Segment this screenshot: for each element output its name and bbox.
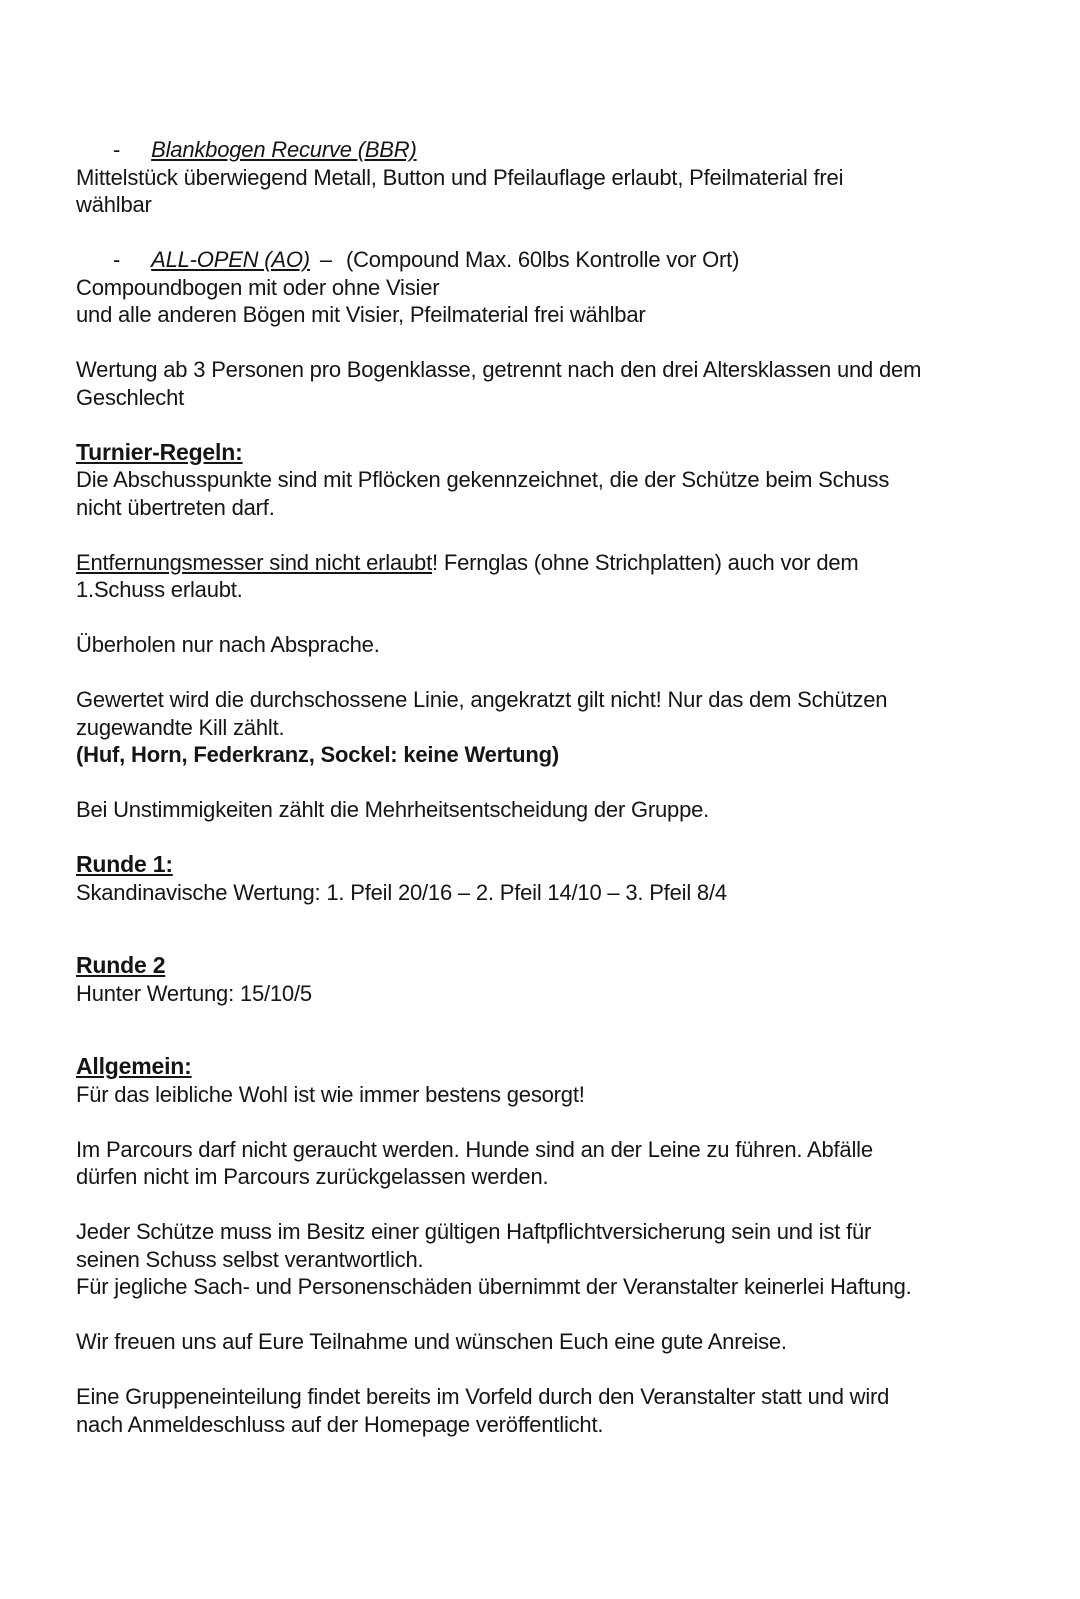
scoring-note-line-1: Wertung ab 3 Personen pro Bogenklasse, getrennt nach den drei Altersklassen und dem — [76, 357, 922, 382]
ao-description-line-2: und alle anderen Bögen mit Visier, Pfeilmaterial frei wählbar — [76, 302, 646, 327]
rangefinder-rest-text: ! Fernglas (ohne Strichplatten) auch vor dem — [432, 549, 859, 575]
rule-scoring-line-2: zugewandte Kill zählt. — [76, 714, 285, 740]
section-heading-turnier-regeln — [76, 439, 1040, 467]
rangefinder-underlined-text: Entfernungsmesser sind nicht erlaubt — [76, 549, 432, 575]
bbr-description — [76, 164, 1040, 219]
general-conduct-line-1: Im Parcours darf nicht geraucht werden. Hunde sind an der Leine zu führen. Abfälle — [76, 1136, 873, 1162]
rule-pegs — [76, 466, 1040, 521]
rule-overtaking — [76, 631, 1040, 659]
rule-pegs-line-1: Die Abschusspunkte sind mit Pflöcken gekennzeichnet, die der Schütze beim Schuss — [76, 467, 890, 492]
scoring-note — [76, 356, 1040, 411]
rule-dispute-text: Bei Unstimmigkeiten zählt die Mehrheitsentscheidung der Gruppe. — [76, 797, 710, 822]
turnier-regeln-heading-text: Turnier-Regeln: — [76, 438, 243, 465]
bullet-item-ao — [76, 246, 1040, 274]
bbr-class-title: Blankbogen Recurve (BBR) — [151, 137, 417, 162]
general-liability-line-2: seinen Schuss selbst verantwortlich. — [76, 1246, 424, 1272]
bullet-item-bbr — [76, 136, 1040, 164]
general-welcome — [76, 1328, 1040, 1356]
bullet-dash-marker: - — [113, 247, 121, 272]
general-groups-line-2: nach Anmeldeschluss auf der Homepage veröffentlicht. — [76, 1411, 604, 1437]
ao-description — [76, 274, 1040, 329]
ao-dash: – — [319, 247, 332, 272]
rule-pegs-line-2: nicht übertreten darf. — [76, 494, 275, 520]
general-groups-line-1: Eine Gruppeneinteilung findet bereits im Vorfeld durch den Veranstalter statt und wird — [76, 1384, 890, 1409]
runde-1-heading-text: Runde 1: — [76, 851, 173, 877]
runde-2-scoring-text: Hunter Wertung: 15/10/5 — [76, 980, 312, 1006]
general-catering-text: Für das leibliche Wohl ist wie immer bestens gesorgt! — [76, 1081, 585, 1107]
section-heading-runde-1 — [76, 851, 1040, 879]
general-welcome-text: Wir freuen uns auf Eure Teilnahme und wünschen Euch eine gute Anreise. — [76, 1329, 787, 1354]
general-catering — [76, 1081, 1040, 1109]
bullet-dash-marker: - — [113, 137, 121, 162]
rule-scoring-line-1: Gewertet wird die durchschossene Linie, angekratzt gilt nicht! Nur das dem Schützen — [76, 687, 888, 712]
general-liability-line-1: Jeder Schütze muss im Besitz einer gültigen Haftpflichtversicherung sein und ist für — [76, 1219, 872, 1244]
allgemein-heading-text: Allgemein: — [76, 1053, 192, 1079]
general-groups — [76, 1383, 1040, 1438]
rule-rangefinder-line-2: 1.Schuss erlaubt. — [76, 577, 243, 602]
section-heading-runde-2 — [76, 952, 1040, 980]
rule-rangefinder-line-1 — [76, 549, 1040, 577]
runde-1-scoring — [76, 879, 1040, 907]
ao-class-title: ALL-OPEN (AO) — [151, 247, 310, 272]
rule-scoring — [76, 686, 1040, 769]
bbr-description-line-2: wählbar — [76, 192, 152, 217]
rule-rangefinder — [76, 549, 1040, 604]
general-liability — [76, 1218, 1040, 1301]
bbr-description-line-1: Mittelstück überwiegend Metall, Button und Pfeilauflage erlaubt, Pfeilmaterial frei — [76, 164, 844, 190]
runde-2-scoring — [76, 980, 1040, 1008]
ao-description-line-1: Compoundbogen mit oder ohne Visier — [76, 274, 440, 300]
section-heading-allgemein — [76, 1053, 1040, 1081]
rule-dispute — [76, 796, 1040, 824]
general-conduct-line-2: dürfen nicht im Parcours zurückgelassen werden. — [76, 1164, 549, 1189]
ao-compound-note: (Compound Max. 60lbs Kontrolle vor Ort) — [345, 247, 740, 272]
runde-1-scoring-text: Skandinavische Wertung: 1. Pfeil 20/16 – 2. Pfeil 14/10 – 3. Pfeil 8/4 — [76, 879, 727, 905]
general-conduct — [76, 1136, 1040, 1191]
rule-overtaking-text: Überholen nur nach Absprache. — [76, 632, 380, 657]
runde-2-heading-text: Runde 2 — [76, 952, 166, 978]
rule-scoring-no-score-note: (Huf, Horn, Federkranz, Sockel: keine Wertung) — [76, 742, 560, 767]
scoring-note-line-2: Geschlecht — [76, 384, 185, 410]
general-liability-line-3: Für jegliche Sach- und Personenschäden übernimmt der Veranstalter keinerlei Haftung. — [76, 1274, 912, 1299]
